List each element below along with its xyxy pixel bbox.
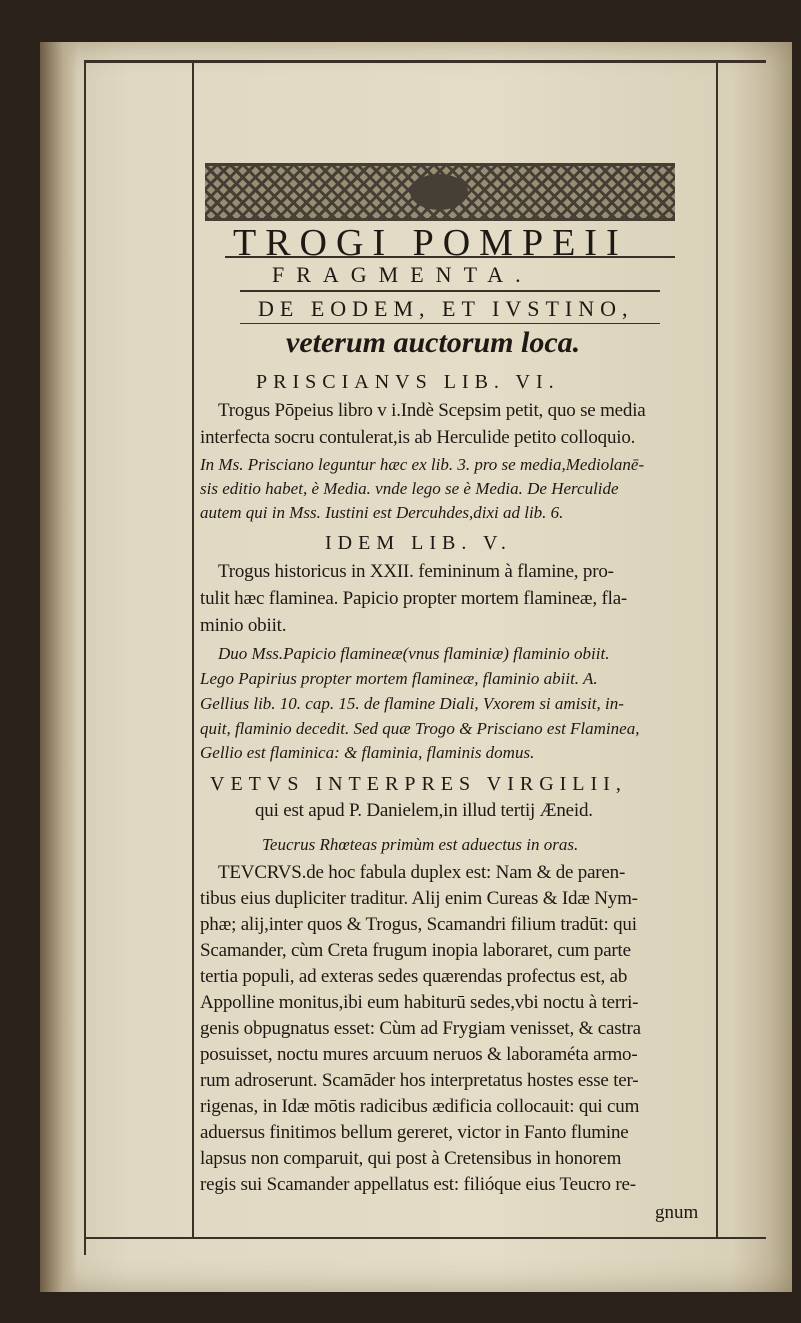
text-line: tibus eius dupliciter traditur. Alij enim Cureas & Idæ Nym- [200,888,638,909]
page-subtitle-italic: veterum auctorum loca. [286,326,581,359]
quoted-verse: Teucrus Rhœteas primùm est aduectus in oras. [262,835,579,854]
note-line: Gellio est flaminica: & flaminia, flaminis domus. [200,743,535,762]
text-line: Trogus Pōpeius libro v i.Indè Scepsim petit, quo se media [218,400,646,421]
note-line: sis editio habet, è Media. vnde lego se è Media. De Herculide [200,479,619,498]
note-line: Lego Papirius propter mortem flamineæ, flaminio abiit. A. [200,669,598,688]
text-line: tertia populi, ad exteras sedes quærendas profectus est, ab [200,966,628,987]
text-line: lapsus non comparuit, qui post à Cretensibus in honorem [200,1148,622,1169]
text-line: TEVCRVS.de hoc fabula duplex est: Nam & de paren- [218,862,626,883]
note-line: quit, flaminio decedit. Sed quæ Trogo & Prisciano est Flaminea, [200,719,640,738]
left-outer-rule [84,60,86,1255]
subtitle-rule [240,323,660,324]
section-heading: VETVS INTERPRES VIRGILII, [210,773,627,795]
section-heading: IDEM LIB. V. [325,532,512,554]
text-line: minio obiit. [200,615,287,636]
page-subtitle: FRAGMENTA. [272,262,533,287]
top-rule [84,60,766,63]
text-line: tulit hæc flaminea. Papicio propter mortem flamineæ, fla- [200,588,628,609]
title-double-rule [240,290,660,292]
text-line: interfecta socru contulerat,is ab Herculide petito colloquio. [200,427,636,448]
section-heading: PRISCIANVS LIB. VI. [256,371,560,393]
page-subtitle-2: DE EODEM, ET IVSTINO, [258,296,634,321]
text-line: phæ; alij,inter quos & Trogus, Scamandri filium tradūt: qui [200,914,637,935]
text-line: Trogus historicus in XXII. femininum à flamine, pro- [218,561,614,582]
text-line: genis obpugnatus esset: Cùm ad Frygiam venisset, & castra [200,1018,641,1039]
text-line: Scamander, cùm Creta frugum inopia laboraret, cum parte [200,940,631,961]
section-subheading: qui est apud P. Danielem,in illud tertij Æneid. [255,800,593,821]
text-line: aduersus finitimos bellum gereret, victor in Fanto flumine [200,1122,629,1143]
note-line: Gellius lib. 10. cap. 15. de flamine Diali, Vxorem si amisit, in- [200,694,624,713]
bottom-rule [84,1237,766,1239]
note-line: In Ms. Prisciano leguntur hæc ex lib. 3. pro se media,Mediolanē- [200,455,645,474]
book-spine-shadow [40,42,78,1292]
headpiece-ornament [205,163,675,221]
text-line: rum adroserunt. Scamāder hos interpretatus hostes esse ter- [200,1070,639,1091]
note-line: autem qui in Mss. Iustini est Dercuhdes,dixi ad lib. 6. [200,503,564,522]
text-line: Appolline monitus,ibi eum habiturū sedes,vbi noctu à terri- [200,992,639,1013]
text-line: rigenas, in Idæ mōtis radicibus ædificia collocauit: qui cum [200,1096,640,1117]
left-inner-rule [192,62,194,1237]
text-line: regis sui Scamander appellatus est: filióque eius Teucro re- [200,1174,636,1195]
right-rule [716,62,718,1237]
note-line: Duo Mss.Papicio flamineæ(vnus flaminiæ) flaminio obiit. [218,644,610,663]
catchword: gnum [655,1202,699,1223]
text-line: posuisset, noctu mures arcuum neruos & laboraméta armo- [200,1044,638,1065]
page-title: TROGI POMPEII [233,222,628,264]
